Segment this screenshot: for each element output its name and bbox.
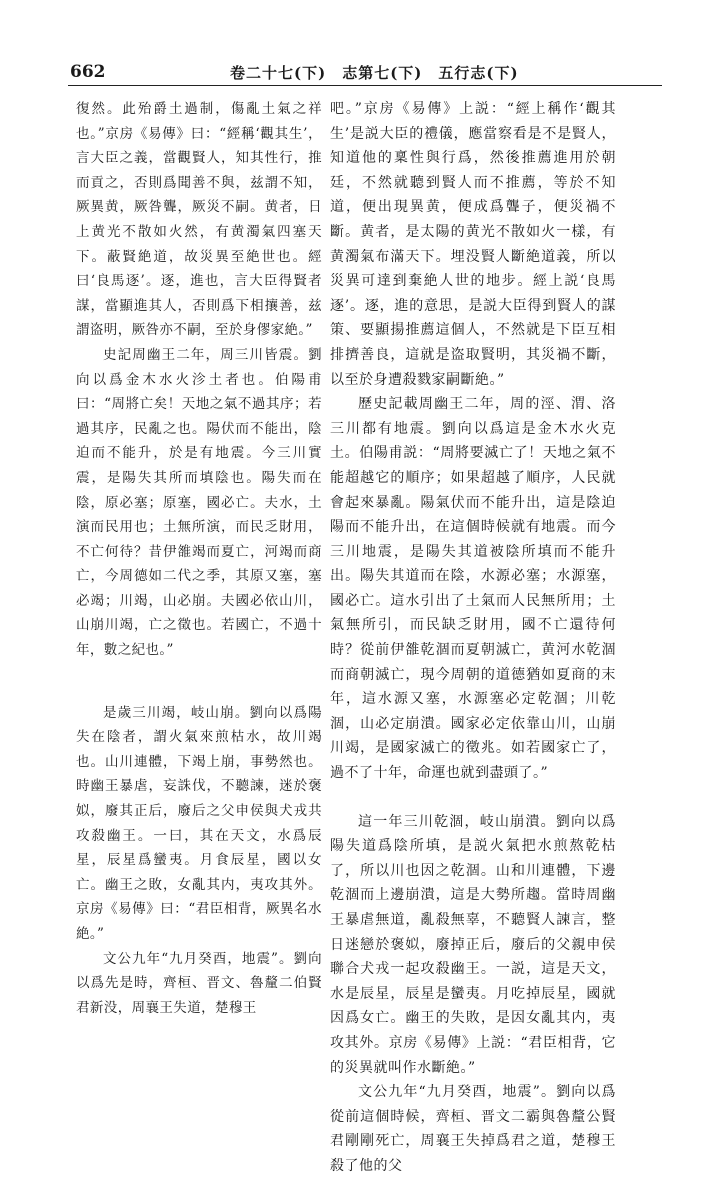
- classical-paragraph-2: 史記周幽王二年，周三川皆震。劉向以爲金木水火沴土者也。伯陽甫曰：“周將亡矣！天地之氣不過其序；若過其序，民亂之也。陽伏而不能出，陰迫而不能升，於是有地震。今三川實震，是陽失其所而填陰也。陽失而在陰，原必塞；原塞，國必亡。夫水，土演而民用也；土無所演，而民乏財用，不亡何待？昔伊雒竭而夏亡，河竭而商亡，今周德如二代之季，其原又塞，塞必竭；川竭，山必崩。夫國必依山川，山崩川竭，亡之徵也。若國亡，不過十年，數之紀也。”: [76, 346, 322, 659]
- running-title: 卷二十七(下) 志第七(下) 五行志(下): [230, 64, 519, 82]
- classical-paragraph-1: 復然。此殆爵土過制，傷亂土氣之祥也。”京房《易傳》曰：“經稱‘觀其生’，言大臣之義，當觀賢人，知其性行，推而貢之，否則爲聞善不與，兹謂不知，厥異黄，厥咎聾，厥災不嗣。黄者，日上黄光不散如火然，有黄濁氣四塞天下。蔽賢絶道，故災異至絶世也。經曰‘良馬逐’。逐，進也，言大臣得賢者謀，當顯進其人，否則爲下相攘善，兹謂盗明，厥咎亦不嗣，至於身僇家絶。”: [76, 101, 322, 339]
- page-number: 662: [70, 62, 106, 82]
- header-rule: [68, 85, 662, 86]
- translation-paragraph-3: 這一年三川乾涸，岐山崩潰。劉向以爲陽失道爲陰所填，是説火氣把水煎熬乾枯了，所以川也因之乾涸。山和川連體，下邊乾涸而上邊崩潰，這是大勢所趨。當時周幽王暴虐無道，亂殺無辜，不聽賢人諫言，整日迷戀於褒姒，廢掉正后，廢后的父親申侯聯合犬戎一起攻殺幽王。一説，這是天文，水是辰星，辰星是蠻夷。月吃掉辰星，國就因爲女亡。幽王的失敗，是因女亂其内，夷攻其外。京房《易傳》上説：“君臣相背，它的災異就叫作水斷絶。”: [330, 813, 616, 1076]
- paragraph-spacer: [76, 663, 322, 701]
- classical-paragraph-3: 是歲三川竭，岐山崩。劉向以爲陽失在陰者，謂火氣來煎枯水，故川竭也。山川連體，下竭上崩，事勢然也。時幽王暴虐，妄誅伐，不聽諫，迷於褒姒，廢其正后，廢后之父申侯與犬戎共攻殺幽王。一曰，其在天文，水爲辰星，辰星爲蠻夷。月食辰星，國以女亡。幽王之敗，女亂其内，夷攻其外。京房《易傳》曰：“君臣相背，厥異名水絶。”: [76, 704, 322, 942]
- classical-text-column: [76, 97, 322, 1020]
- classical-paragraph-4: 文公九年“九月癸酉，地震”。劉向以爲先是時，齊桓、晋文、魯釐二伯賢君新没，周襄王失道，楚穆王: [76, 950, 322, 1016]
- running-header: [70, 58, 660, 84]
- translation-paragraph-1: 吧。”京房《易傳》上説：“經上稱作‘觀其生’是説大臣的禮儀，應當察看是不是賢人，知道他的稟性與行爲，然後推薦進用於朝廷，不然就聽到賢人而不推薦，等於不知道，便出現異黄，便成爲聾子，便災禍不斷。黄者，是太陽的黄光不散如火一樣，有黄濁氣布滿天下。埋没賢人斷絶道義，所以災異可達到棄絶人世的地步。經上説‘良馬逐’。逐，進的意思，是説大臣得到賢人的謀策、要顯揚推薦這個人，不然就是下臣互相排擠善良，這就是盗取賢明，其災禍不斷，以至於身遭殺戮家嗣斷絶。”: [330, 101, 616, 388]
- translation-paragraph-2: 歷史記載周幽王二年，周的涇、渭、洛三川都有地震。劉向以爲這是金木水火克土。伯陽甫説：“周將要滅亡了！天地之氣不能超越它的順序；如果超越了順序，人民就會起來暴亂。陽氣伏而不能升出，這是陰迫陽而不能升出，在這個時候就有地震。而今三川地震，是陽失其道被陰所填而不能升出。陽失其道而在陰，水源必塞；水源塞，國必亡。這水引出了土氣而人民無所用；土氣無所引，而民缺乏財用，國不亡還待何時？從前伊雒乾涸而夏朝滅亡，黄河水乾涸而商朝滅亡，現今周朝的道德猶如夏商的末年，這水源又塞，水源塞必定乾涸；川乾涸，山必定崩潰。國家必定依靠山川，山崩川竭，是國家滅亡的徵兆。如若國家亡了，過不了十年，命運也就到盡頭了。”: [330, 396, 616, 782]
- translation-column: [330, 97, 616, 1179]
- paragraph-spacer: [330, 786, 616, 810]
- translation-paragraph-4: 文公九年“九月癸酉，地震”。劉向以爲從前這個時候，齊桓、晋文二霸與魯釐公賢君剛剛死亡，周襄王失掉爲君之道，楚穆王殺了他的父: [330, 1084, 616, 1174]
